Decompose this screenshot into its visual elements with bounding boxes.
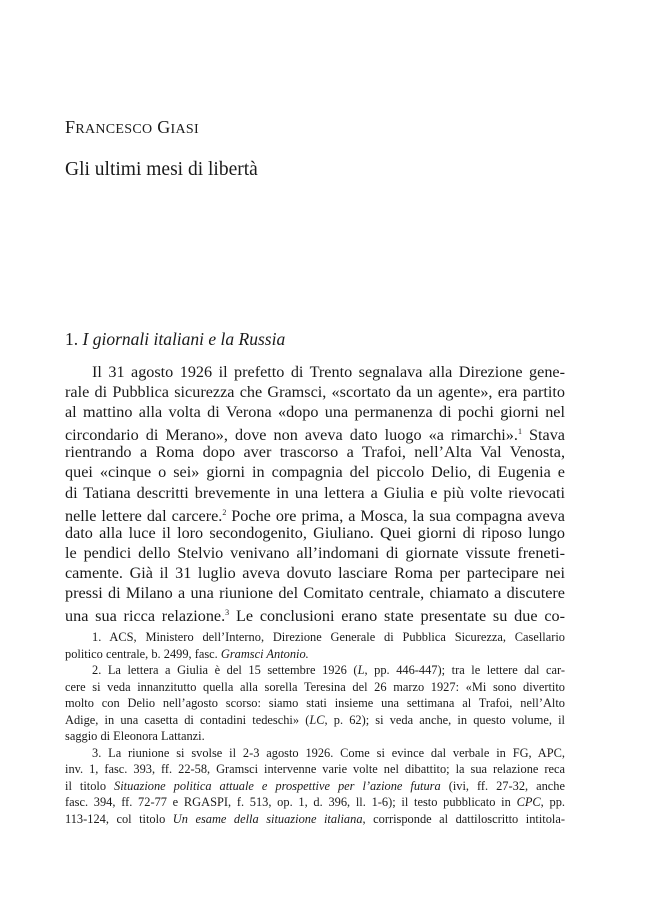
author-name xyxy=(65,117,199,138)
body-line: di Tatiana descritti brevemente in una lettera a Giulia e più volte rievocati xyxy=(65,483,565,502)
footnote-ref-3[interactable]: 3 xyxy=(225,608,230,618)
author-first-initial: F xyxy=(65,117,76,137)
body-line: rale di Pubblica sicurezza che Gramsci, «scortato da un agente», era partito xyxy=(65,383,565,402)
footnote-line: inv. 1, fasc. 393, ff. 22-58, Gramsci intervenne varie volte nel dibattito; la sua relazione reca xyxy=(65,762,565,776)
footnote-ref-1[interactable]: 1 xyxy=(517,427,522,437)
footnote-ref-2[interactable]: 2 xyxy=(222,507,227,517)
footnote-line: cere si veda innanzitutto quella alla sorella Teresina del 26 marzo 1927: «Mi sono divertito xyxy=(65,679,565,694)
footnote-line: 2. La lettera a Giulia è del 15 settembre 1926 (L, pp. 446-447); tra le lettere dal car- xyxy=(92,663,565,677)
footnote-line: molto con Delio nell’agosto scorso: siamo stati insieme una settimana al Trafoi, nell’Alto xyxy=(65,696,565,710)
body-line: camente. Già il 31 luglio aveva dovuto lasciare Roma per partecipare nei xyxy=(65,563,565,582)
footnote-line: 1. ACS, Ministero dell’Interno, Direzione Generale di Pubblica Sicurezza, Casellario xyxy=(92,630,565,644)
body-text xyxy=(65,362,565,626)
body-line: pressi di Milano a una riunione del Comitato centrale, chiamato a discutere xyxy=(65,584,565,603)
body-line: rientrando a Roma dopo aver trascorso a Trafoi, nell’Alta Val Venosta, xyxy=(65,443,565,462)
footnote-line: saggio di Eleonora Lattanzi. xyxy=(65,729,205,743)
footnote-line: 3. La riunione si svolse il 2-3 agosto 1926. Come si evince dal verbale in FG, APC, xyxy=(92,745,565,760)
section-heading xyxy=(65,329,285,350)
body-line: Il 31 agosto 1926 il prefetto di Trento segnalava alla Direzione gene- xyxy=(92,363,565,381)
section-number: 1. xyxy=(65,329,79,349)
body-line: le pendici dello Stelvio venivano all’indomani di giornate vissute freneti- xyxy=(65,543,565,562)
footnote-line: politico centrale, b. 2499, fasc. Gramsci Antonio. xyxy=(65,646,309,661)
author-last-rest: IASI xyxy=(170,122,199,137)
footnote-line: 113-124, col titolo Un esame della situazione italiana, corrisponde al dattiloscritto intitola- xyxy=(65,811,565,826)
author-last-initial: G xyxy=(157,117,171,137)
article-title: Gli ultimi mesi di libertà xyxy=(65,159,258,180)
section-title: I giornali italiani e la Russia xyxy=(82,329,286,349)
body-line: dato alla luce il loro secondogenito, Giuliano. Quei giorni di riposo lungo xyxy=(65,523,565,542)
footnote-line: Adige, in una casetta di contadini tedeschi» (LC, p. 62); si veda anche, in questo volume, il xyxy=(65,712,565,727)
footnotes xyxy=(65,629,565,827)
body-line: circondario di Merano», dove non aveva dato luogo «a rimarchi».$^1$ Stava xyxy=(65,426,565,445)
body-line: al mattino alla volta di Verona «dopo una permanenza di pochi giorni nel xyxy=(65,403,565,422)
footnote-line: fasc. 394, ff. 72-77 e RGASPI, f. 513, op. 1, d. 396, ll. 1-6); il testo pubblicato in CPC, pp. xyxy=(65,795,565,809)
body-line: una sua ricca relazione.$^3$ Le conclusioni erano state presentate su due co- xyxy=(65,607,565,626)
author-first-rest: RANCESCO xyxy=(75,122,153,137)
body-line: quei «cinque o sei» giorni in compagnia del piccolo Delio, di Eugenia e xyxy=(65,463,565,482)
body-line: nelle lettere dal carcere.$^2$ Poche ore prima, a Mosca, la sua compagna aveva xyxy=(65,506,565,525)
footnote-line: il titolo Situazione politica attuale e prospettive per l’azione futura (ivi, ff. 27-32, anche xyxy=(65,778,565,793)
